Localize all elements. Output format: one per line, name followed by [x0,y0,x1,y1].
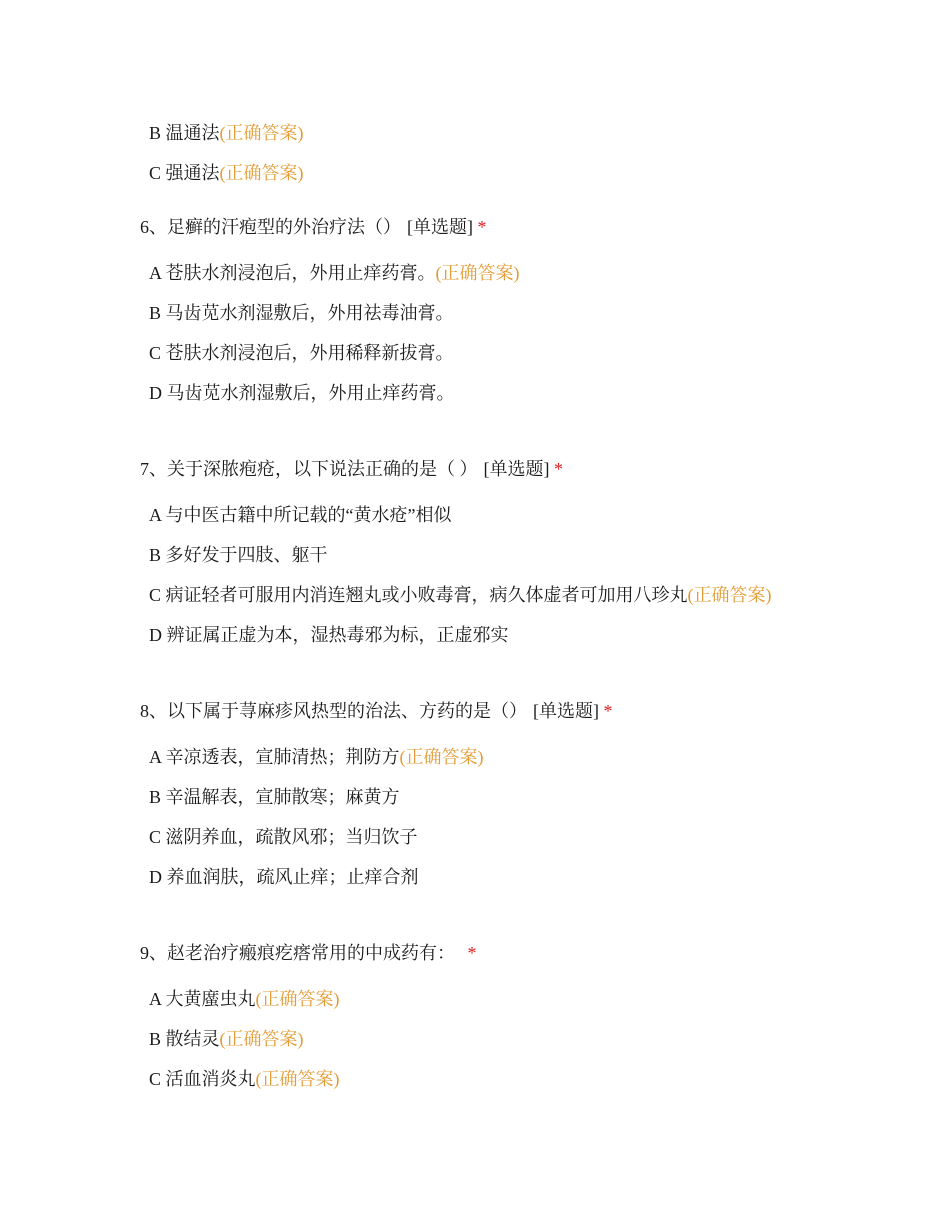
option-letter: C [149,827,162,847]
option-text: 多好发于四肢、躯干 [165,545,328,565]
option-text: 温通法 [165,123,220,143]
option-text: 活血消炎丸 [165,1069,256,1089]
option-item [149,583,772,607]
correct-answer-tag: (正确答案) [219,123,304,143]
question-number: 7、 [140,459,167,479]
option-text: 辛温解表，宣肺散寒；麻黄方 [165,787,400,807]
option-item [149,1067,340,1091]
correct-answer-tag: (正确答案) [399,747,484,767]
option-item [149,503,452,527]
option-text: 马齿苋水剂湿敷后，外用祛毒油膏。 [165,303,454,323]
option-item [149,381,455,405]
correct-answer-tag: (正确答案) [219,163,304,183]
option-letter: C [149,1069,162,1089]
correct-answer-tag: (正确答案) [255,989,340,1009]
option-letter: B [149,787,162,807]
option-item [149,543,328,567]
question-title [140,941,477,965]
required-mark: * [467,943,477,963]
option-item [149,745,484,769]
question-title [140,457,563,481]
option-item [149,865,419,889]
question-text: 关于深脓疱疮，以下说法正确的是（ ） [167,459,478,479]
option-text: 大黄䗪虫丸 [165,989,256,1009]
option-item [149,987,340,1011]
option-item [149,785,400,809]
question-type: [单选题] [483,459,550,479]
option-item [149,825,418,849]
option-item [149,1027,304,1051]
option-letter: A [149,747,162,767]
option-letter: C [149,163,162,183]
required-mark: * [554,459,563,479]
question-type: [单选题] [407,217,473,237]
option-letter: C [149,585,162,605]
option-letter: A [149,989,162,1009]
option-letter: B [149,545,162,565]
option-text: 苍肤水剂浸泡后，外用稀释新拔膏。 [165,343,454,363]
option-item [149,341,454,365]
option-item [149,261,520,285]
option-letter: D [149,625,162,645]
question-number: 9、 [140,943,167,963]
question-text: 赵老治疗瘢痕疙瘩常用的中成药有： [167,943,455,963]
required-mark: * [477,217,487,237]
question-text: 以下属于荨麻疹风热型的治法、方药的是（） [167,701,527,721]
option-letter: A [149,505,162,525]
option-text: 辛凉透表，宣肺清热；荆防方 [165,747,400,767]
question-number: 6、 [140,217,167,237]
option-letter: C [149,343,162,363]
option-letter: B [149,123,162,143]
question-number: 8、 [140,701,167,721]
option-item [149,623,509,647]
correct-answer-tag: (正确答案) [687,585,772,605]
option-item [149,161,304,185]
question-title [140,699,613,723]
option-letter: A [149,263,162,283]
correct-answer-tag: (正确答案) [435,263,520,283]
option-letter: D [149,867,162,887]
option-text: 苍肤水剂浸泡后，外用止痒药膏。 [165,263,436,283]
option-text: 病证轻者可服用内消连翘丸或小败毒膏，病久体虚者可加用八珍丸 [165,585,688,605]
option-text: 强通法 [165,163,220,183]
option-text: 滋阴养血，疏散风邪；当归饮子 [165,827,418,847]
option-item [149,121,304,145]
required-mark: * [603,701,613,721]
question-title [140,215,487,239]
question-text: 足癣的汗疱型的外治疗法（） [167,217,401,237]
correct-answer-tag: (正确答案) [255,1069,340,1089]
option-text: 马齿苋水剂湿敷后，外用止痒药膏。 [166,383,455,403]
option-text: 散结灵 [165,1029,220,1049]
option-letter: D [149,383,162,403]
correct-answer-tag: (正确答案) [219,1029,304,1049]
option-text: 与中医古籍中所记载的“黄水疮”相似 [165,505,452,525]
option-item [149,301,454,325]
question-type: [单选题] [533,701,599,721]
option-letter: B [149,303,162,323]
option-letter: B [149,1029,162,1049]
option-text: 辨证属正虚为本，湿热毒邪为标，正虚邪实 [166,625,509,645]
option-text: 养血润肤，疏风止痒；止痒合剂 [166,867,419,887]
